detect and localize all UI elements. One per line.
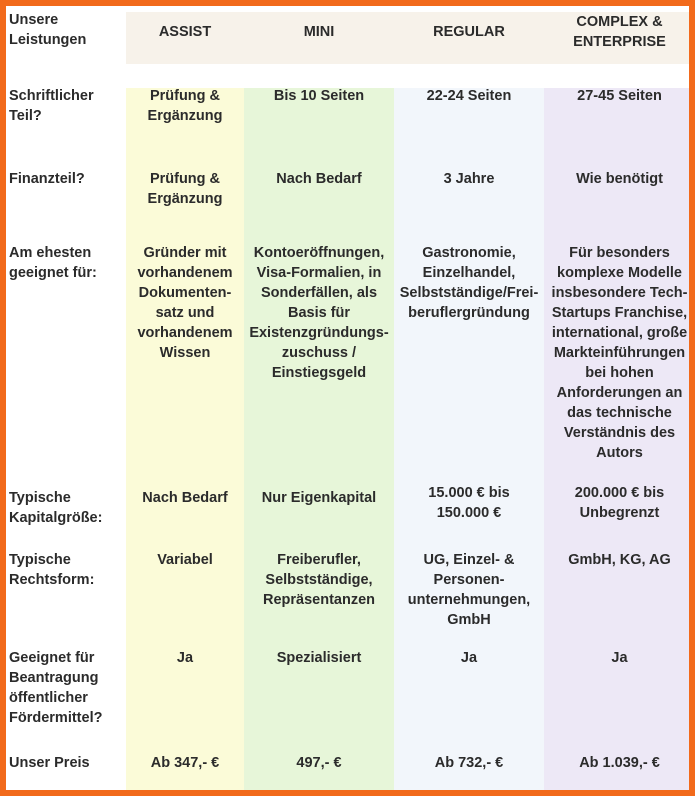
cell-kapital-regular: 15.000 € bis 150.000 € [428,485,510,521]
cell-foerder-mini: Spezialisiert [276,650,362,666]
row-label-schriftlicher-teil: Schriftlicher Teil? [9,88,94,124]
cell-geeignet-assist: Gründer mit vorhandenem Dokumenten-satz und vorhandenem Wissen [137,245,233,361]
cell-foerder-assist: Ja [176,650,194,666]
cell-finanz-mini: Nach Bedarf [276,171,362,187]
cell-foerder-regular: Ja [460,650,478,666]
cell-schriftlich-assist: Prüfung & Ergänzung [147,88,223,124]
row-label-kapitalgroesse: Typische Kapitalgröße: [9,490,103,526]
price-regular: Ab 732,- € [434,755,504,771]
price-complex-enterprise: Ab 1.039,- € [579,755,660,771]
price-assist: Ab 347,- € [150,755,220,771]
cell-kapital-complex: 200.000 € bis Unbegrenzt [574,485,665,521]
header-mini: MINI [303,24,335,40]
cell-schriftlich-regular: 22-24 Seiten [426,88,512,104]
cell-rechtsform-complex: GmbH, KG, AG [568,552,671,568]
price-mini: 497,- € [296,755,342,771]
column-regular-background [394,88,544,790]
cell-kapital-assist: Nach Bedarf [142,490,228,506]
cell-rechtsform-mini: Freiberufler, Selbstständige, Repräsentanzen [262,552,375,608]
header-regular: REGULAR [433,24,505,40]
cell-rechtsform-regular: UG, Einzel- & Personen-unternehmungen, GmbH [407,552,531,628]
cell-finanz-assist: Prüfung & Ergänzung [147,171,223,207]
cell-geeignet-complex: Für besonders komplexe Modelle insbesondere Tech-Startups Franchise, international, große Markteinführungen bei hohen Anforderungen an das technische Verständnis des Autors [551,245,688,461]
row-label-finanzteil: Finanzteil? [9,171,85,187]
column-mini-background [244,88,394,790]
cell-foerder-complex: Ja [611,650,628,666]
row-label-preis: Unser Preis [9,755,90,771]
row-label-geeignet-fuer: Am ehesten geeignet für: [9,245,97,281]
cell-schriftlich-mini: Bis 10 Seiten [273,88,365,104]
cell-geeignet-regular: Gastronomie, Einzelhandel, Selbstständige/Frei-beruflergründung [399,245,539,321]
cell-schriftlich-complex: 27-45 Seiten [577,88,662,104]
cell-finanz-complex: Wie benötigt [576,171,663,187]
header-complex-enterprise: COMPLEX & ENTERPRISE [573,14,666,50]
header-assist: ASSIST [158,24,212,40]
row-label-rechtsform: Typische Rechtsform: [9,552,95,588]
cell-geeignet-mini: Kontoeröffnungen, Visa-Formalien, in Sonderfällen, als Basis für Existenzgründungs-zuschuss / Einstiegsgeld [249,245,389,381]
row-label-foerdermittel: Geeignet für Beantragung öffentlicher Fördermittel? [9,650,103,726]
cell-finanz-regular: 3 Jahre [443,171,495,187]
header-corner-label: Unsere Leistungen [9,12,87,48]
cell-kapital-mini: Nur Eigenkapital [261,490,377,506]
cell-rechtsform-assist: Variabel [157,552,213,568]
